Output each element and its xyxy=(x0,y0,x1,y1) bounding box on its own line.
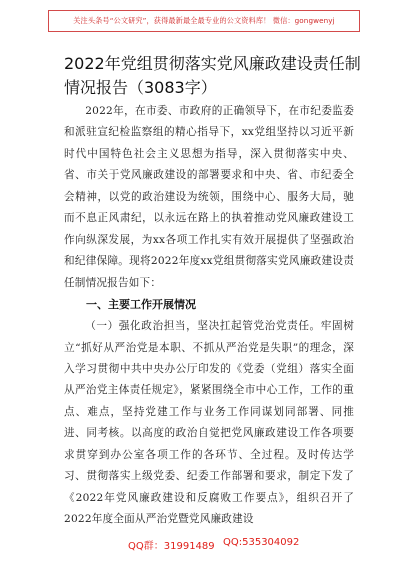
document-body xyxy=(64,101,354,531)
qq-contact-number: QQ:535304092 xyxy=(223,537,300,548)
qq-group-number: QQ群：31991489 xyxy=(128,541,215,552)
promo-banner xyxy=(48,10,360,32)
promo-text: 关注头条号“公文研究”，获得最新最全最专业的公文资料库！ 微信：gongwenyj xyxy=(73,16,335,25)
intro-paragraph: 2022年，在市委、市政府的正确领导下，在市纪委监委和派驻宣纪检监察组的精心指导下，xx党组坚持以习近平新时代中国特色社会主义思想为指导，深入贯彻落实中央、省、市关于党风廉政建设的部署要求和中央、省、市纪委全会精神，以党的政治建设为统领，围绕中心、服务大局，驰而不息正风肃纪，以永远在路上的执着推动党风廉政建设工作向纵深发展，为xx各项工作扎实有效开展提供了坚强政治和纪律保障。现将2022年度xx党组贯彻落实党风廉政建设责任制情况报告如下： xyxy=(64,105,354,289)
document-title: 2022年党组贯彻落实党风廉政建设责任制情况报告（3083字） xyxy=(64,54,361,97)
section-paragraph: （一）强化政治担当，坚决扛起管党治党责任。牢固树立“抓好从严治党是本职、不抓从严治党是失职”的理念，深入学习贯彻中共中央办公厅印发的《党委（党组）落实全面从严治党主体责任规定》，紧紧围绕全市中心工作，工作的重点、难点，坚持党建工作与业务工作同谋划同部署、同推进、同考核。以高度的政治自觉把党风廉政建设工作各项要求贯穿到办公室各项工作的各环节、全过程。及时传达学习、贯彻落实上级党委、纪委工作部署和要求，制定下发了《2022年党风廉政建设和反腐败工作要点》，组织召开了2022年度全面从严治党暨党风廉政建设 xyxy=(64,320,354,526)
section-heading: 一、主要工作开展情况 xyxy=(86,298,196,312)
contact-footer xyxy=(0,534,408,556)
